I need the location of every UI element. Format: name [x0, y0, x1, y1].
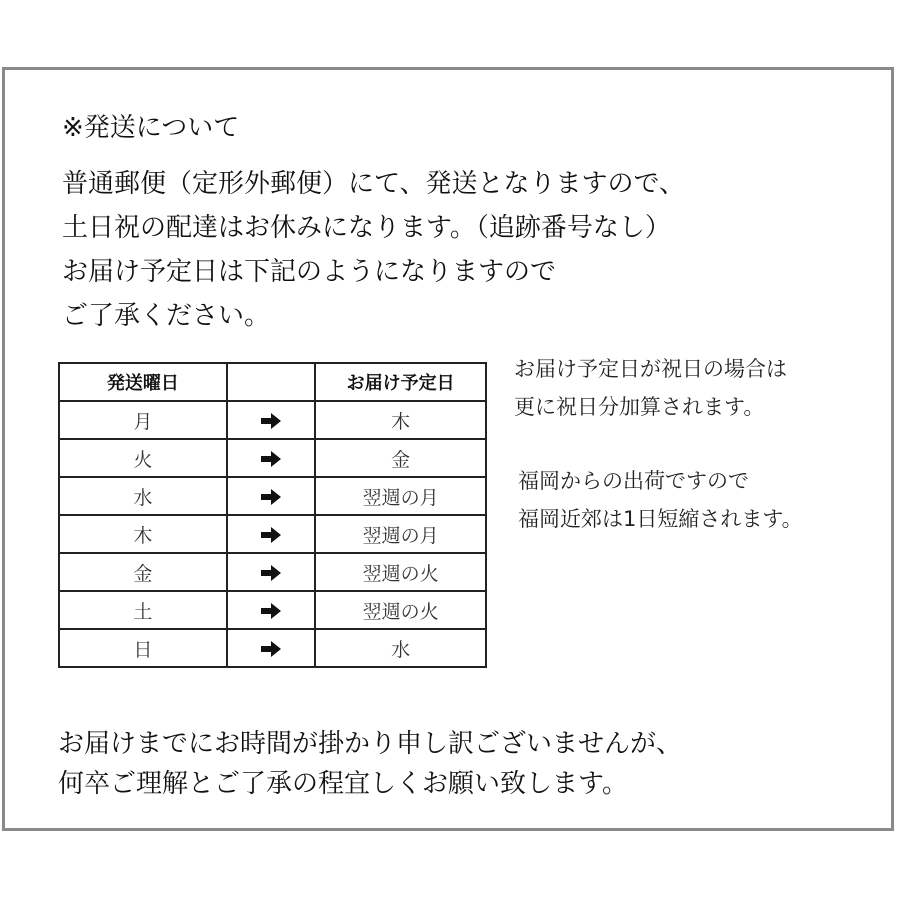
intro-line: 普通郵便（定形外郵便）にて、発送となりますので、: [62, 169, 685, 199]
closing-line: 何卒ご理解とご了承の程宜しくお願い致します。: [58, 769, 628, 799]
delivery-day-cell: 木: [315, 401, 486, 439]
ship-day-cell: 水: [59, 477, 227, 515]
ship-day-cell: 木: [59, 515, 227, 553]
delivery-day-cell: 水: [315, 629, 486, 667]
delivery-day-cell: 翌週の火: [315, 591, 486, 629]
delivery-day-cell: 金: [315, 439, 486, 477]
right-arrow-icon: [261, 643, 281, 655]
intro-text: [62, 162, 685, 338]
right-arrow-icon: [261, 453, 281, 465]
holiday-note-line: 更に祝日分加算されます。: [514, 395, 765, 419]
arrow-cell: [227, 477, 315, 515]
delivery-day-cell: 翌週の火: [315, 553, 486, 591]
arrow-cell: [227, 629, 315, 667]
ship-day-cell: 月: [59, 401, 227, 439]
fukuoka-note: [518, 462, 803, 538]
fukuoka-note-line: 福岡からの出荷ですので: [518, 469, 749, 493]
shipping-heading: ※発送について: [62, 113, 240, 143]
right-arrow-icon: [261, 415, 281, 427]
table-row: [59, 629, 486, 667]
ship-day-cell: 土: [59, 591, 227, 629]
closing-line: お届けまでにお時間が掛かり申し訳ございませんが、: [58, 729, 683, 759]
table-row: [59, 401, 486, 439]
intro-line: 土日祝の配達はお休みになります。（追跡番号なし）: [62, 213, 671, 243]
table-row: [59, 553, 486, 591]
table-header-row: [59, 363, 486, 401]
closing-text: [58, 724, 682, 804]
holiday-note: [514, 350, 787, 426]
intro-line: お届け予定日は下記のようになりますので: [62, 257, 557, 287]
table-row: [59, 439, 486, 477]
arrow-cell: [227, 515, 315, 553]
ship-day-cell: 金: [59, 553, 227, 591]
arrow-cell: [227, 553, 315, 591]
right-arrow-icon: [261, 529, 281, 541]
right-arrow-icon: [261, 567, 281, 579]
right-arrow-icon: [261, 491, 281, 503]
holiday-note-line: お届け予定日が祝日の場合は: [514, 357, 787, 381]
ship-day-cell: 日: [59, 629, 227, 667]
arrow-cell: [227, 401, 315, 439]
table-row: [59, 591, 486, 629]
arrow-cell: [227, 591, 315, 629]
header-arrow: [227, 363, 315, 401]
table-row: [59, 477, 486, 515]
intro-line: ご了承ください。: [62, 301, 271, 331]
table-row: [59, 515, 486, 553]
ship-day-cell: 火: [59, 439, 227, 477]
arrow-cell: [227, 439, 315, 477]
delivery-schedule-table: [58, 362, 487, 668]
fukuoka-note-line: 福岡近郊は1日短縮されます。: [518, 507, 803, 531]
header-delivery-day: お届け予定日: [315, 363, 486, 401]
delivery-day-cell: 翌週の月: [315, 515, 486, 553]
right-arrow-icon: [261, 605, 281, 617]
delivery-day-cell: 翌週の月: [315, 477, 486, 515]
header-ship-day: 発送曜日: [59, 363, 227, 401]
